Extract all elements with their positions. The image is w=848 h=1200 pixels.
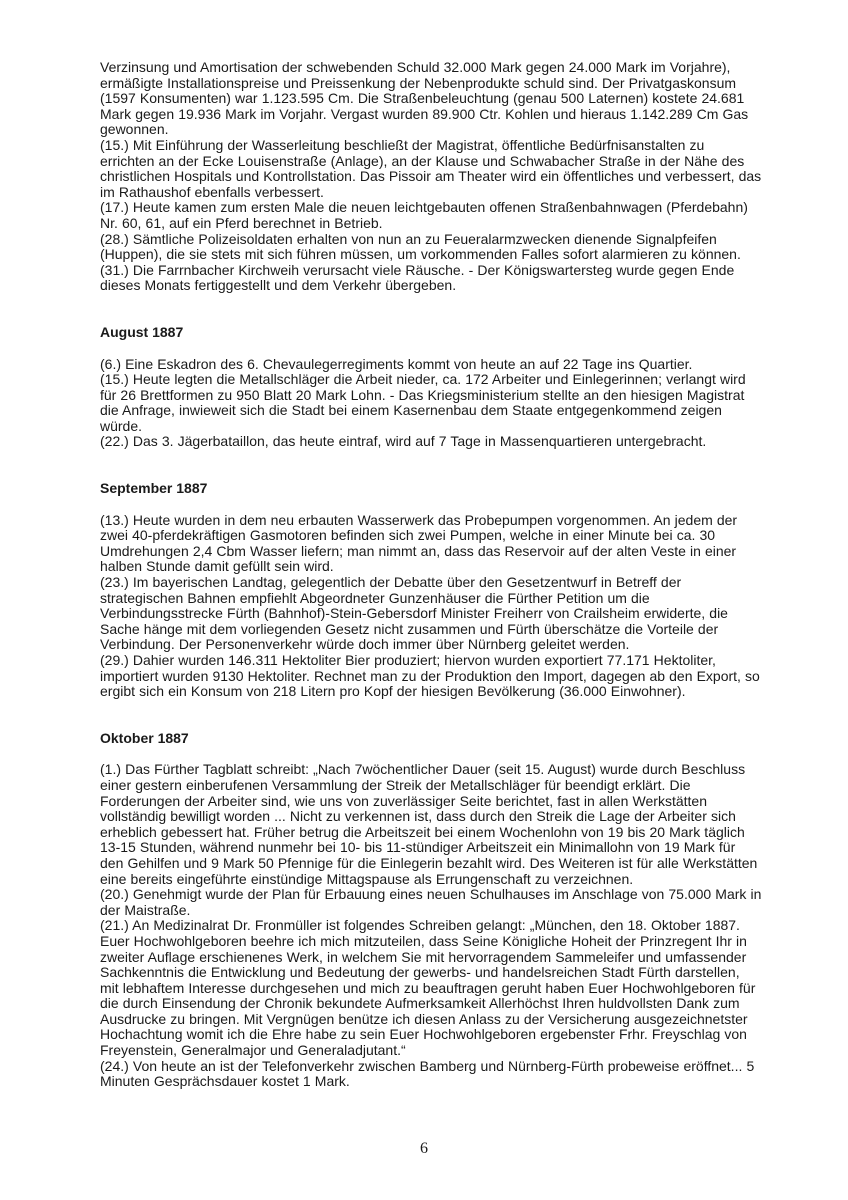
chronicle-entry: (17.) Heute kamen zum ersten Male die neuen leichtgebauten offenen Straßenbahnwagen (Pferdebahn) Nr. 60, 61, auf ein Pferd berechnet in Betrieb. [100, 199, 748, 231]
chronicle-entry: (15.) Heute legten die Metallschläger die Arbeit nieder, ca. 172 Arbeiter und Einlegerinnen; verlangt wird für 26 Brettformen zu 950 Blatt 20 Mark Lohn. - Das Kriegsministerium stellte an den hiesigen Magistrat die Anfrage, inwieweit sich die Stadt bei einem Kasernenbau dem Staate entgegenkommend zeigen würde. [100, 371, 746, 434]
chronicle-entry: Verzinsung und Amortisation der schwebenden Schuld 32.000 Mark gegen 24.000 Mark im Vorjahre), ermäßigte Installationspreise und Preissenkung der Nebenprodukte schuld sind. Der Privatgaskonsum (1597 Konsumenten) war 1.123.595 Cm. Die Straßenbeleuchtung (genau 500 Laternen) kostete 24.681 Mark gegen 19.936 Mark im Vorjahr. Vergast wurden 89.900 Ctr. Kohlen und hieraus 1.142.289 Cm Gas gewonnen. [100, 59, 749, 138]
chronicle-entry: (15.) Mit Einführung der Wasserleitung beschließt der Magistrat, öffentliche Bedürfnisanstalten zu errichten an der Ecke Louisenstraße (Anlage), an der Klause und Schwabacher Straße in der Nähe des christlichen Hospitals und Kontrollstation. Das Pissoir am Theater wird ein öffentliches und verbessert, das im Rathaushof ebenfalls verbessert. [100, 136, 762, 200]
section-heading-september: September 1887 [100, 480, 208, 497]
chronicle-entry: (22.) Das 3. Jägerbataillon, das heute eintraf, wird auf 7 Tage in Massenquartieren untergebracht. [100, 433, 707, 450]
section-continuation [100, 60, 762, 294]
chronicle-entry: (20.) Genehmigt wurde der Plan für Erbauung eines neuen Schulhauses im Anschlage von 75.000 Mark in der Maistraße. [100, 886, 762, 918]
section-heading-august: August 1887 [100, 323, 184, 340]
chronicle-entry: (23.) Im bayerischen Landtag, gelegentlich der Debatte über den Gesetzentwurf in Betreff der strategischen Bahnen empfiehlt Abgeordneter Gunzenhäuser die Fürther Petition um die Verbindungsstrecke Fürth (Bahnhof)-Stein-Gebersdorf Minister Freiherr von Crailsheim erwiderte, die Sache hänge mit dem vorliegenden Gesetz nicht zusammen und Fürth überschätze die Vorteile der Verbindung. Der Personenverkehr würde doch immer über Nürnberg geleitet werden. [100, 574, 728, 653]
section-august-1887 [100, 325, 762, 450]
chronicle-entry: (28.) Sämtliche Polizeisoldaten erhalten von nun an zu Feueralarmzwecken dienende Signalpfeifen (Huppen), die sie stets mit sich führen müssen, um vorkommenden Falles sofort alarmieren zu können. [100, 230, 741, 263]
section-september-1887 [100, 481, 762, 700]
section-heading-oktober: Oktober 1887 [100, 729, 189, 746]
chronicle-entry: (1.) Das Fürther Tagblatt schreibt: „Nach 7wöchentlicher Dauer (seit 15. August) wurde durch Beschluss einer gestern einberufenen Versammlung der Streik der Metallschläger für beendigt erklärt. Die Forderungen der Arbeiter sind, wie uns von zuverlässiger Seite berichtet, fast in allen Werkstätten vollständig bewilligt worden ... Nicht zu verkennen ist, dass durch den Streik die Lage der Arbeiter sich erheblich gebessert hat. Früher betrug die Arbeitszeit bei einem Wochenlohn von 19 bis 20 Mark täglich 13-15 Stunden, während nunmehr bei 10- bis 11-stündiger Arbeitszeit ein Minimallohn von 19 Mark für den Gehilfen und 9 Mark 50 Pfennige für die Einlegerin bezahlt wird. Des Weiteren ist für alle Werkstätten eine bereits eingeführte einstündige Mittagspause als Errungenschaft zu verzeichnen. [100, 761, 758, 887]
chronicle-entry: (24.) Von heute an ist der Telefonverkehr zwischen Bamberg und Nürnberg-Fürth probeweise eröffnet... 5 Minuten Gesprächsdauer kostet 1 Mark. [100, 1057, 755, 1090]
chronicle-entry: (21.) An Medizinalrat Dr. Fronmüller ist folgendes Schreiben gelangt: „München, den 18. Oktober 1887. Euer Hochwohlgeboren beehre ich mich mitzuteilen, dass Seine Königliche Hoheit der Prinzregent Ihr in zweiter Auflage erschienenes Werk, in welchem Sie mit hervorragendem Sammeleifer und umfassender Sachkenntnis die Entwicklung und Bedeutung der gewerbs- und handelsreichen Stadt Fürth darstellen, mit lebhaftem Interesse durchgesehen und mich zu beauftragen geruht haben Euer Hochwohlgeboren für die durch Einsendung der Chronik bekundete Aufmerksamkeit Allerhöchst Ihren huldvollsten Dank zum Ausdrucke zu bringen. Mit Vergnügen benütze ich diesen Anlass zu der Versicherung ausgezeichnetster Hochachtung womit ich die Ehre habe zu sein Euer Hochwohlgeboren ergebenster Frhr. Freyschlag von Freyenstein, Generalmajor und Generaladjutant.“ [100, 917, 756, 1059]
page-number: 6 [420, 1140, 428, 1157]
chronicle-entry: (6.) Eine Eskadron des 6. Chevaulegerregiments kommt von heute an auf 22 Tage ins Quartier. [100, 355, 693, 372]
section-oktober-1887 [100, 731, 762, 1090]
chronicle-entry: (13.) Heute wurden in dem neu erbauten Wasserwerk das Probepumpen vorgenommen. An jedem der zwei 40-pferdekräftigen Gasmotoren befinden sich zwei Pumpen, welche in einer Minute bei ca. 30 Umdrehungen 2,4 Cbm Wasser liefern; man nimmt an, dass das Reservoir auf der alten Veste in einer halben Stunde damit gefüllt sein wird. [100, 511, 738, 575]
chronicle-entry: (29.) Dahier wurden 146.311 Hektoliter Bier produziert; hiervon wurden exportiert 77.171 Hektoliter, importiert wurden 9130 Hektoliter. Rechnet man zu der Produktion den Import, dagegen ab den Export, so ergibt sich ein Konsum von 218 Litern pro Kopf der hiesigen Bevölkerung (36.000 Einwohner). [100, 652, 760, 700]
document-body [100, 60, 762, 1090]
chronicle-entry: (31.) Die Farrnbacher Kirchweih verursacht viele Räusche. - Der Königswartersteg wurde gegen Ende dieses Monats fertiggestellt und dem Verkehr übergeben. [100, 261, 735, 294]
